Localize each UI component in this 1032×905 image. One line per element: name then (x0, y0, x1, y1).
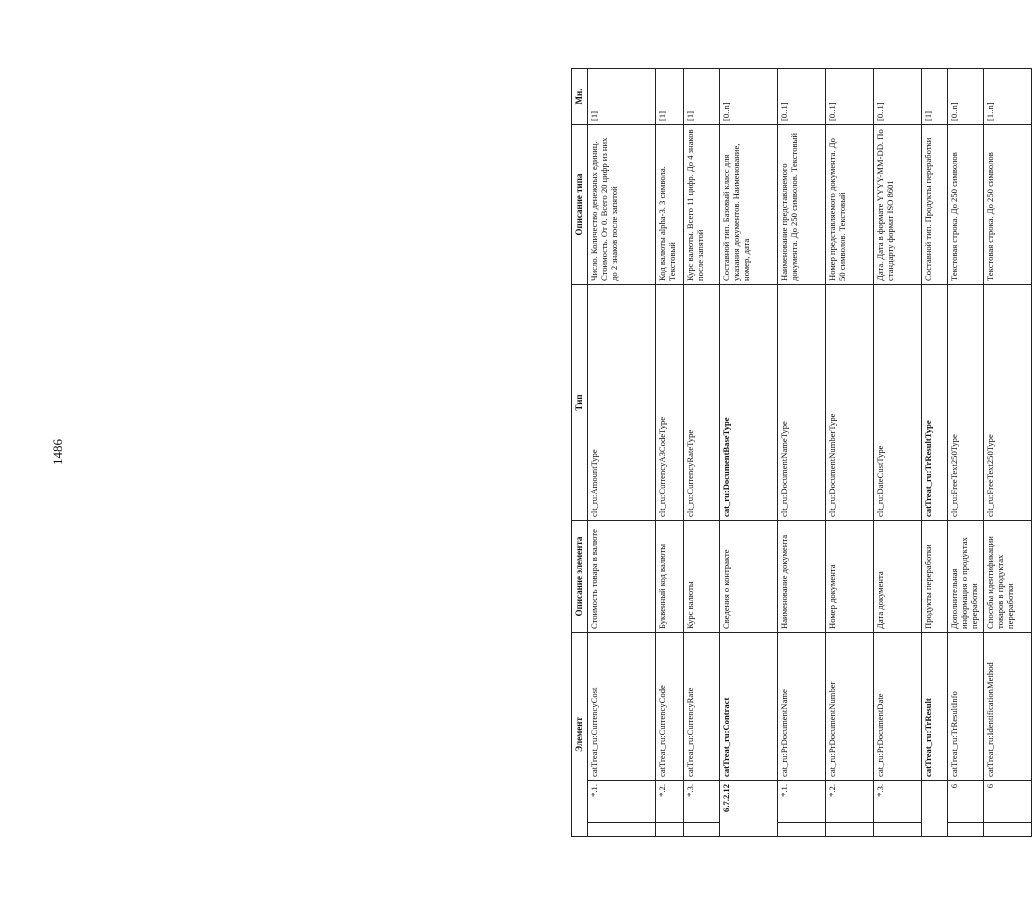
row-multiplicity: [0..n] (947, 69, 983, 125)
table-row (921, 69, 947, 837)
indent-cell (873, 823, 921, 837)
row-multiplicity: [1] (587, 69, 655, 125)
row-element: catTreat_ru:CurrencyCode (655, 633, 683, 781)
row-type: clt_ru:DocumentNumberType (825, 285, 873, 521)
table-row (947, 69, 983, 837)
indent-cell (777, 823, 825, 837)
row-type-description: Наименование представляемого документа. До 250 символов. Текстовый (777, 125, 825, 285)
table-row (587, 69, 655, 837)
row-multiplicity: [1..n] (983, 69, 1031, 125)
indent-cell (587, 823, 655, 837)
rotated-table-container (571, 69, 1029, 837)
header-multiplicity: Мн. (572, 69, 588, 125)
row-number: *.3. (873, 781, 921, 823)
row-element: catTreat_ru:CurrencyRate (683, 633, 719, 781)
indent-cell (655, 823, 683, 837)
indent-cell (947, 823, 983, 837)
table-row (683, 69, 719, 837)
row-number: *.2. (825, 781, 873, 823)
indent-cell (825, 823, 873, 837)
header-type-description: Описание типа (572, 125, 588, 285)
row-type: clt_ru:CurrencyRateType (683, 285, 719, 521)
table-row (777, 69, 825, 837)
row-number: *.1. (777, 781, 825, 823)
row-number: 6 (947, 781, 983, 823)
row-type-description: Текстовая строка. До 250 символов (947, 125, 983, 285)
row-element: cat_ru:PrDocumentDate (873, 633, 921, 781)
row-description: Дата документа (873, 521, 921, 633)
row-type-description: Число. Количество денежных единиц. Стоимость. От 0. Всего 20 цифр из них до 2 знаков после запятой (587, 125, 655, 285)
row-type: clt_ru:AmountType (587, 285, 655, 521)
header-type: Тип (572, 285, 588, 521)
row-description: Продукты переработки (921, 521, 947, 633)
table-row (825, 69, 873, 837)
table-row (983, 69, 1031, 837)
indent-cell (983, 823, 1031, 837)
row-multiplicity: [1] (921, 69, 947, 125)
row-description: Стоимость товара в валюте (587, 521, 655, 633)
row-type-description: Текстовая строка. До 250 символов (983, 125, 1031, 285)
table-row (655, 69, 683, 837)
row-type: clt_ru:CurrencyA3CodeType (655, 285, 683, 521)
row-element: catTreat_ru:CurrencyCost (587, 633, 655, 781)
spec-table (571, 68, 1032, 837)
indent-cell (683, 823, 719, 837)
row-type-description: Дата. Дата в формате YYYY-MM-DD. По стандарту формат ISO 8601 (873, 125, 921, 285)
row-type: catTreat_ru:TrResultType (921, 285, 947, 521)
row-type-description: Курс валюты. Всего 11 цифр. До 4 знаков после запятой (683, 125, 719, 285)
row-description: Номер документа (825, 521, 873, 633)
row-type: clt_ru:DateCustType (873, 285, 921, 521)
row-number: *.2. (655, 781, 683, 823)
row-type: clt_ru:FreeText250Type (947, 285, 983, 521)
table-header-row (572, 69, 588, 837)
row-type: clt_ru:FreeText250Type (983, 285, 1031, 521)
row-type: clt_ru:DocumentNameType (777, 285, 825, 521)
row-multiplicity: [1] (683, 69, 719, 125)
row-element: catTreat_ru:Contract (719, 633, 777, 781)
row-element: cat_ru:PrDocumentNumber (825, 633, 873, 781)
row-type-description: Код валюты alpha-3. 3 символа. Текстовый (655, 125, 683, 285)
row-multiplicity: [1] (655, 69, 683, 125)
row-element: catTreat_ru:TrResultInfo (947, 633, 983, 781)
page-number: 1486 (50, 439, 65, 465)
row-number (921, 781, 947, 837)
row-element: catTreat_ru:TrResult (921, 633, 947, 781)
row-description: Способы идентификации товаров в продуктах переработки (983, 521, 1031, 633)
row-type-description: Составной тип. Базовый класс для указания документов. Наименование, номер, дата (719, 125, 777, 285)
row-multiplicity: [0..1] (825, 69, 873, 125)
row-type: cat_ru:DocumentBaseType (719, 285, 777, 521)
table-row (873, 69, 921, 837)
row-number: 6.7.2.12 (719, 781, 777, 837)
header-element-description: Описание элемента (572, 521, 588, 633)
row-description: Буквенный код валюты (655, 521, 683, 633)
row-element: catTreat_ru:IdentificationMethod (983, 633, 1031, 781)
row-description: Сведения о контракте (719, 521, 777, 633)
row-element: cat_ru:PrDocumentName (777, 633, 825, 781)
table-row (719, 69, 777, 837)
row-description: Наименование документа (777, 521, 825, 633)
header-element: Элемент (572, 633, 588, 837)
row-number: 6 (983, 781, 1031, 823)
row-type-description: Составной тип. Продукты переработки (921, 125, 947, 285)
row-number: *.1. (587, 781, 655, 823)
row-multiplicity: [0..n] (719, 69, 777, 125)
row-description: Дополнительная информация о продуктах переработки (947, 521, 983, 633)
row-description: Курс валюты (683, 521, 719, 633)
row-multiplicity: [0..1] (873, 69, 921, 125)
row-multiplicity: [0..1] (777, 69, 825, 125)
row-number: *.3. (683, 781, 719, 823)
row-type-description: Номер представляемого документа. До 50 символов. Текстовый (825, 125, 873, 285)
